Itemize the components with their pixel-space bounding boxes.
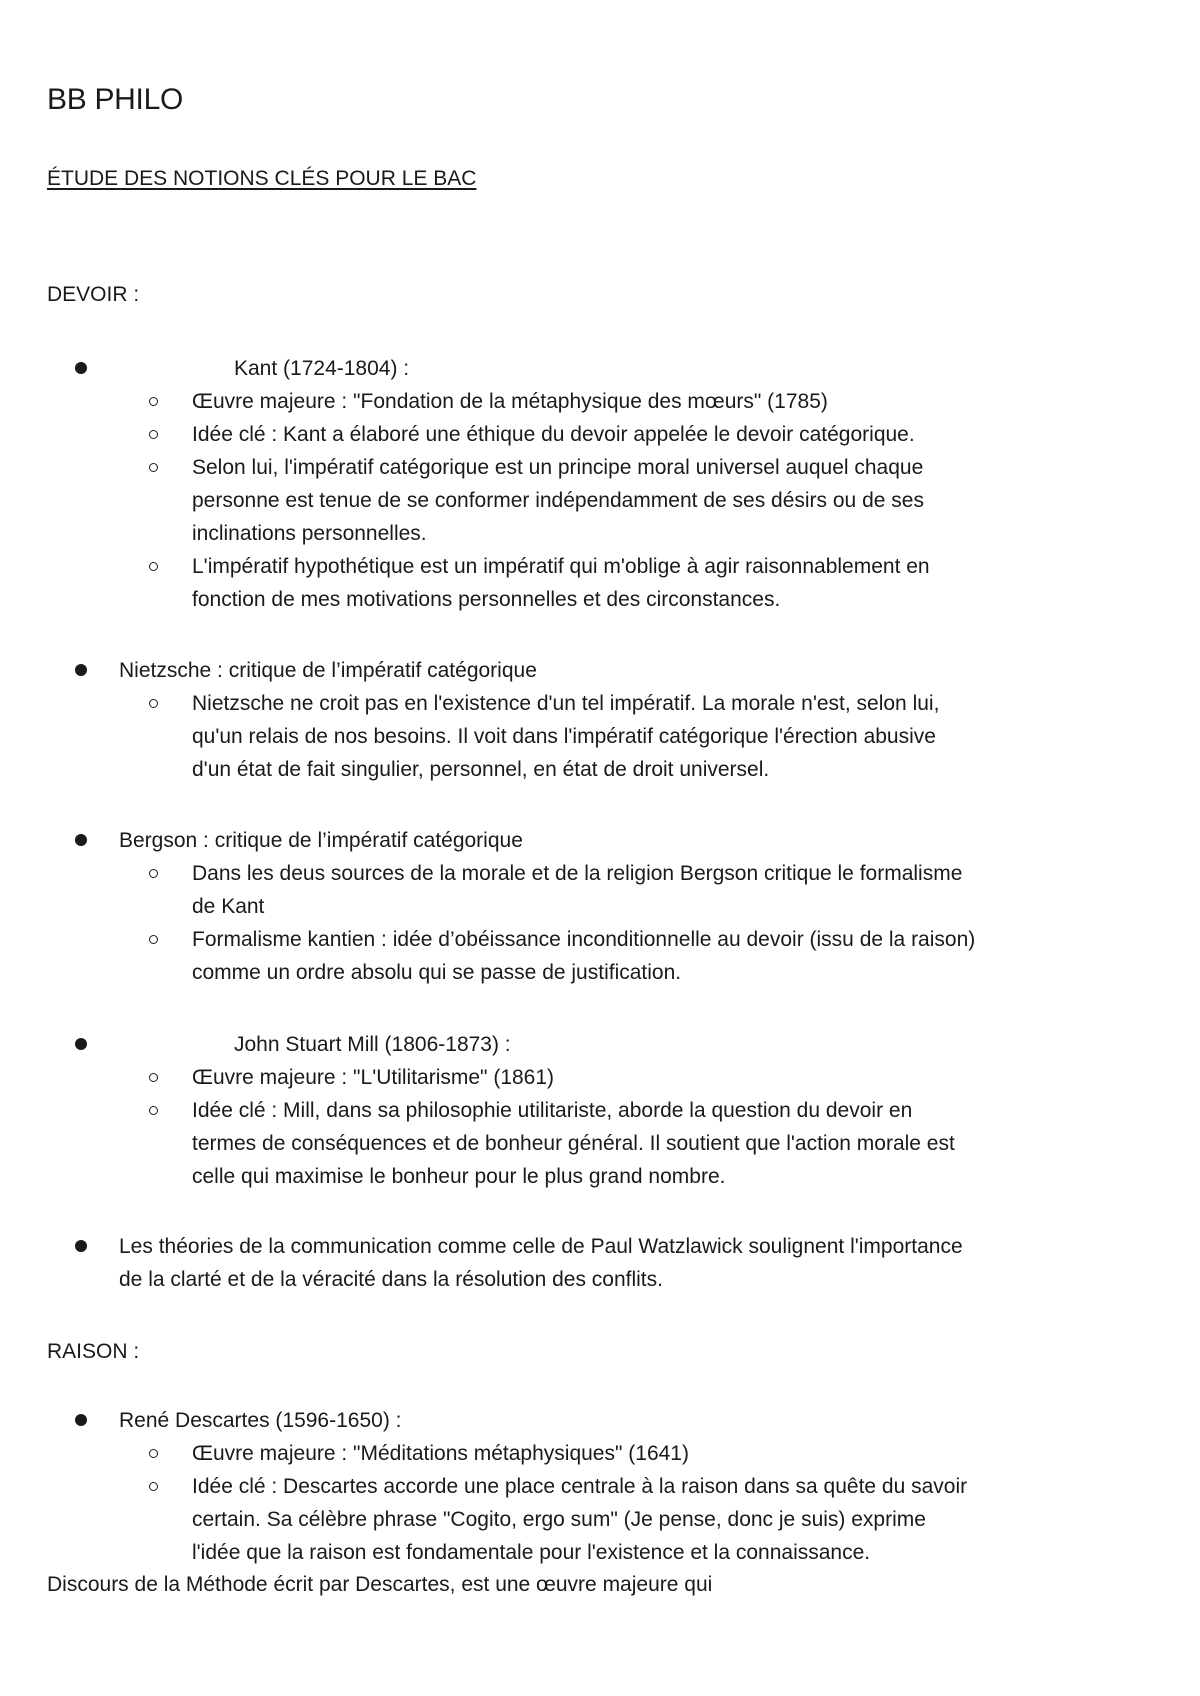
sub-item-line: comme un ordre absolu qui se passe de justification. [192, 961, 682, 984]
sub-item-line: Selon lui, l'impératif catégorique est un principe moral universel auquel chaque [192, 456, 924, 479]
bullet-circle-icon [149, 397, 158, 406]
bullet-disc-icon [75, 1414, 87, 1426]
bullet-circle-icon [149, 869, 158, 878]
sub-item-line: Formalisme kantien : idée d’obéissance inconditionnelle au devoir (issu de la raison) [192, 928, 976, 951]
item-label-line: Les théories de la communication comme celle de Paul Watzlawick soulignent l'importance [119, 1235, 963, 1258]
sub-item-line: Idée clé : Kant a élaboré une éthique du devoir appelée le devoir catégorique. [192, 423, 915, 446]
sub-item-line: l'idée que la raison est fondamentale pour l'existence et la connaissance. [192, 1541, 871, 1564]
sub-item-line: Idée clé : Mill, dans sa philosophie utilitariste, aborde la question du devoir en [192, 1099, 913, 1122]
sub-item-line: Dans les deus sources de la morale et de la religion Bergson critique le formalisme [192, 862, 963, 885]
sub-item-line: certain. Sa célèbre phrase "Cogito, ergo sum" (Je pense, donc je suis) exprime [192, 1508, 926, 1531]
bullet-circle-icon [149, 463, 158, 472]
sub-item-line: Œuvre majeure : "Fondation de la métaphysique des mœurs" (1785) [192, 390, 828, 413]
item-label: Kant (1724-1804) : [234, 357, 410, 380]
section-heading-raison: RAISON : [47, 1340, 140, 1363]
bullet-circle-icon [149, 1449, 158, 1458]
bullet-circle-icon [149, 1073, 158, 1082]
item-label-line: de la clarté et de la véracité dans la résolution des conflits. [119, 1268, 663, 1291]
bullet-circle-icon [149, 430, 158, 439]
bullet-disc-icon [75, 664, 87, 676]
item-label: Bergson : critique de l’impératif catégorique [119, 829, 523, 852]
sub-item-line: Œuvre majeure : "Méditations métaphysiques" (1641) [192, 1442, 689, 1465]
document-subtitle: ÉTUDE DES NOTIONS CLÉS POUR LE BAC [47, 167, 477, 190]
bullet-disc-icon [75, 362, 87, 374]
document-title: BB PHILO [47, 83, 183, 116]
item-label: René Descartes (1596-1650) : [119, 1409, 402, 1432]
bullet-circle-icon [149, 562, 158, 571]
bullet-disc-icon [75, 1038, 87, 1050]
bullet-disc-icon [75, 1240, 87, 1252]
trailing-paragraph: Discours de la Méthode écrit par Descartes, est une œuvre majeure qui [47, 1573, 713, 1596]
sub-item-line: celle qui maximise le bonheur pour le plus grand nombre. [192, 1165, 726, 1188]
item-label: Nietzsche : critique de l’impératif catégorique [119, 659, 537, 682]
sub-item-line: Nietzsche ne croit pas en l'existence d'un tel impératif. La morale n'est, selon lui, [192, 692, 940, 715]
bullet-circle-icon [149, 1482, 158, 1491]
section-heading-devoir: DEVOIR : [47, 283, 140, 306]
sub-item-line: personne est tenue de se conformer indépendamment de ses désirs ou de ses [192, 489, 924, 512]
sub-item-line: qu'un relais de nos besoins. Il voit dans l'impératif catégorique l'érection abusive [192, 725, 936, 748]
sub-item-line: inclinations personnelles. [192, 522, 427, 545]
sub-item-line: Idée clé : Descartes accorde une place centrale à la raison dans sa quête du savoir [192, 1475, 968, 1498]
item-label: John Stuart Mill (1806-1873) : [234, 1033, 511, 1056]
bullet-circle-icon [149, 935, 158, 944]
bullet-disc-icon [75, 834, 87, 846]
sub-item-line: Œuvre majeure : "L'Utilitarisme" (1861) [192, 1066, 555, 1089]
sub-item-line: fonction de mes motivations personnelles et des circonstances. [192, 588, 781, 611]
sub-item-line: d'un état de fait singulier, personnel, en état de droit universel. [192, 758, 770, 781]
sub-item-line: termes de conséquences et de bonheur général. Il soutient que l'action morale est [192, 1132, 955, 1155]
sub-item-line: L'impératif hypothétique est un impératif qui m'oblige à agir raisonnablement en [192, 555, 930, 578]
bullet-circle-icon [149, 699, 158, 708]
bullet-circle-icon [149, 1106, 158, 1115]
sub-item-line: de Kant [192, 895, 265, 918]
